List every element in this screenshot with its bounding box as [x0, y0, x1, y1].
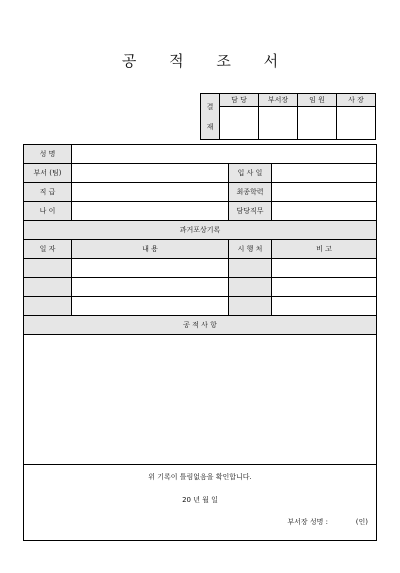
dept-label: 부서 (팀) — [24, 164, 72, 183]
confirmation-block — [24, 465, 377, 541]
awards-note-cell[interactable] — [272, 297, 377, 316]
approval-side-label — [201, 94, 220, 140]
awards-org-cell[interactable] — [229, 297, 272, 316]
age-label: 나 이 — [24, 202, 72, 221]
education-field[interactable] — [272, 183, 377, 202]
merit-details-area[interactable] — [24, 335, 377, 465]
approval-col-manager: 담 당 — [220, 94, 259, 107]
awards-col-date: 일 자 — [24, 240, 72, 259]
duty-field[interactable] — [272, 202, 377, 221]
approval-side-text: 결 재 — [206, 102, 214, 131]
confirmation-text: 위 기록이 틀림없음을 확인합니다. — [148, 473, 252, 481]
approval-sign-president[interactable] — [337, 107, 376, 140]
join-date-field[interactable] — [272, 164, 377, 183]
education-label: 최종학력 — [229, 183, 272, 202]
awards-row — [24, 297, 377, 316]
rank-field[interactable] — [72, 183, 229, 202]
approval-sign-executive[interactable] — [298, 107, 337, 140]
awards-row — [24, 278, 377, 297]
awards-content-cell[interactable] — [72, 297, 229, 316]
name-field[interactable] — [72, 145, 377, 164]
awards-note-cell[interactable] — [272, 278, 377, 297]
merit-section-title: 공 적 사 항 — [24, 316, 377, 335]
age-field[interactable] — [72, 202, 229, 221]
awards-content-cell[interactable] — [72, 259, 229, 278]
join-date-label: 입 사 일 — [229, 164, 272, 183]
awards-col-org: 시 행 처 — [229, 240, 272, 259]
awards-section-title: 과거포상기록 — [24, 221, 377, 240]
awards-col-note: 비 고 — [272, 240, 377, 259]
awards-col-content: 내 용 — [72, 240, 229, 259]
confirmation-date[interactable]: 20 년 월 일 — [182, 496, 218, 504]
approval-sign-manager[interactable] — [220, 107, 259, 140]
awards-org-cell[interactable] — [229, 259, 272, 278]
approval-col-executive: 임 원 — [298, 94, 337, 107]
duty-label: 담당직무 — [229, 202, 272, 221]
awards-date-cell[interactable] — [24, 259, 72, 278]
page-title: 공 적 조 서 — [121, 52, 293, 70]
merit-form — [23, 144, 377, 541]
seal-mark: (인) — [355, 518, 369, 526]
name-label: 성 명 — [24, 145, 72, 164]
signer-label: 부서장 성명 : — [287, 518, 329, 526]
approval-sign-dept-head[interactable] — [259, 107, 298, 140]
rank-label: 직 급 — [24, 183, 72, 202]
awards-row — [24, 259, 377, 278]
awards-note-cell[interactable] — [272, 259, 377, 278]
approval-col-president: 사 장 — [337, 94, 376, 107]
approval-box — [200, 93, 376, 140]
dept-field[interactable] — [72, 164, 229, 183]
awards-content-cell[interactable] — [72, 278, 229, 297]
awards-date-cell[interactable] — [24, 297, 72, 316]
approval-col-dept-head: 부서장 — [259, 94, 298, 107]
awards-org-cell[interactable] — [229, 278, 272, 297]
awards-date-cell[interactable] — [24, 278, 72, 297]
